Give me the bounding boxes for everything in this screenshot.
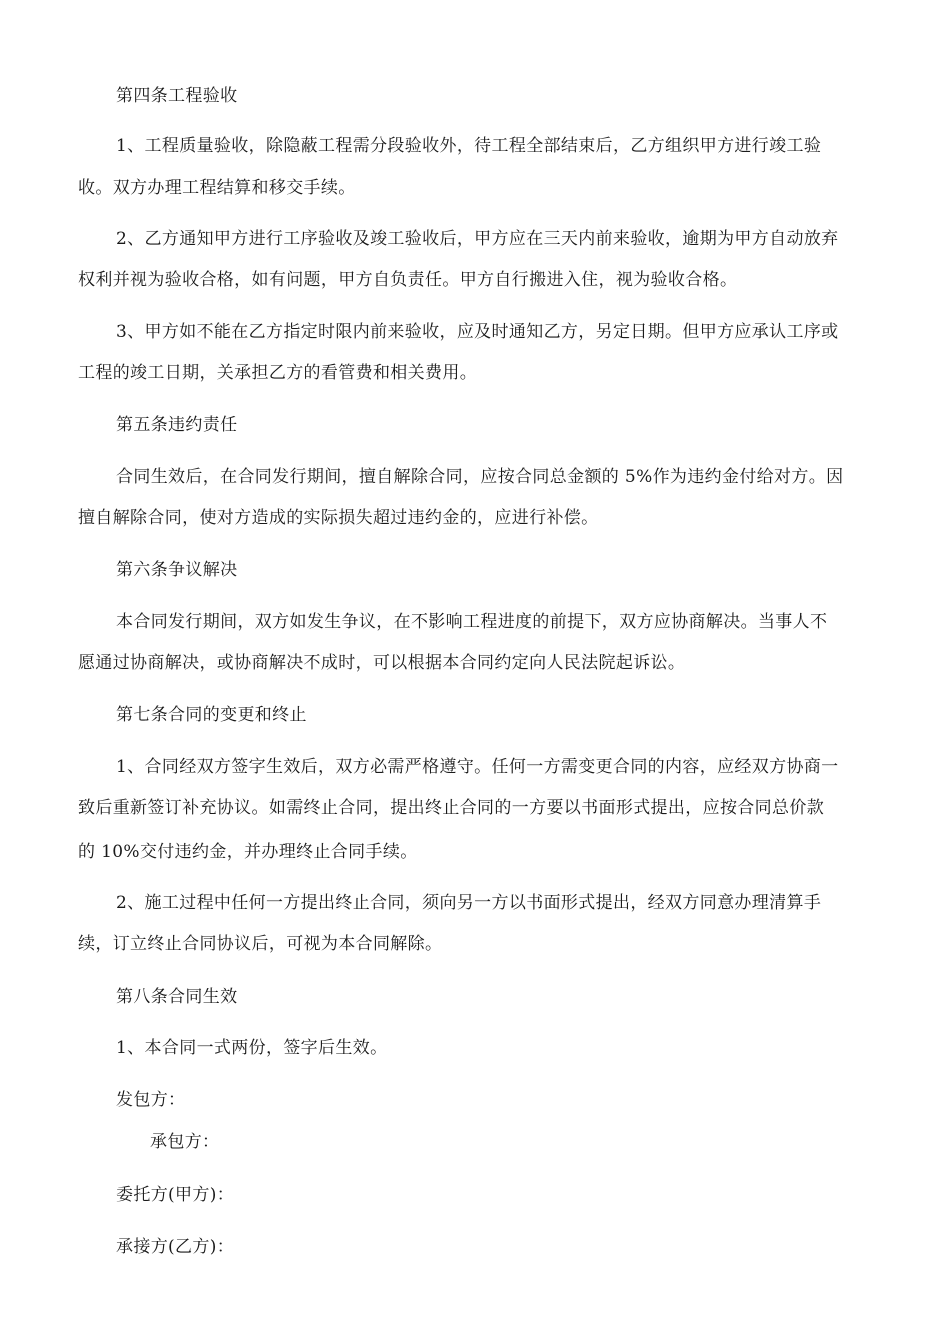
article-4-item-3-line-1: 3、甲方如不能在乙方指定时限内前来验收，应及时通知乙方，另定日期。但甲方应承认工序或 bbox=[116, 322, 839, 342]
article-7-item-1-line-2: 致后重新签订补充协议。如需终止合同，提出终止合同的一方要以书面形式提出，应按合同总价款 bbox=[78, 798, 825, 818]
article-7-item-2-line-1: 2、施工过程中任何一方提出终止合同，须向另一方以书面形式提出，经双方同意办理清算手 bbox=[116, 893, 822, 913]
article-4-item-1-line-1: 1、工程质量验收，除隐蔽工程需分段验收外，待工程全部结束后，乙方组织甲方进行竣工验 bbox=[116, 136, 822, 156]
article-4-item-2-line-1: 2、乙方通知甲方进行工序验收及竣工验收后，甲方应在三天内前来验收，逾期为甲方自动放弃 bbox=[116, 229, 839, 249]
article-5-para-line-2: 擅自解除合同，使对方造成的实际损失超过违约金的，应进行补偿。 bbox=[78, 508, 599, 528]
article-4-item-1-line-2: 收。双方办理工程结算和移交手续。 bbox=[78, 178, 356, 198]
article-7-item-2-line-2: 续，订立终止合同协议后，可视为本合同解除。 bbox=[78, 934, 443, 954]
article-4-item-3-line-2: 工程的竣工日期，关承担乙方的看管费和相关费用。 bbox=[78, 363, 478, 383]
article-4-item-2-line-2: 权利并视为验收合格，如有问题，甲方自负责任。甲方自行搬进入住，视为验收合格。 bbox=[78, 270, 738, 290]
article-6-para-line-2: 愿通过协商解决，或协商解决不成时，可以根据本合同约定向人民法院起诉讼。 bbox=[78, 653, 686, 673]
article-6-para-line-1: 本合同发行期间，双方如发生争议，在不影响工程进度的前提下，双方应协商解决。当事人不 bbox=[116, 612, 828, 632]
signature-issuer-label: 发包方： bbox=[116, 1090, 186, 1110]
article-8-heading: 第八条合同生效 bbox=[116, 987, 238, 1007]
signature-contractor-label: 承包方： bbox=[150, 1132, 220, 1152]
article-5-heading: 第五条违约责任 bbox=[116, 415, 238, 435]
article-7-item-1-line-3: 的 10%交付违约金，并办理终止合同手续。 bbox=[78, 842, 418, 862]
article-7-item-1-line-1: 1、合同经双方签字生效后，双方必需严格遵守。任何一方需变更合同的内容，应经双方协商一 bbox=[116, 757, 839, 777]
signature-acceptor-label: 承接方(乙方)： bbox=[116, 1237, 235, 1257]
article-8-item-1: 1、本合同一式两份，签字后生效。 bbox=[116, 1038, 388, 1058]
article-4-heading: 第四条工程验收 bbox=[116, 86, 238, 106]
signature-client-label: 委托方(甲方)： bbox=[116, 1185, 235, 1205]
article-5-para-line-1: 合同生效后，在合同发行期间，擅自解除合同，应按合同总金额的 5%作为违约金付给对方。因 bbox=[116, 467, 844, 487]
article-6-heading: 第六条争议解决 bbox=[116, 560, 238, 580]
article-7-heading: 第七条合同的变更和终止 bbox=[116, 705, 307, 725]
